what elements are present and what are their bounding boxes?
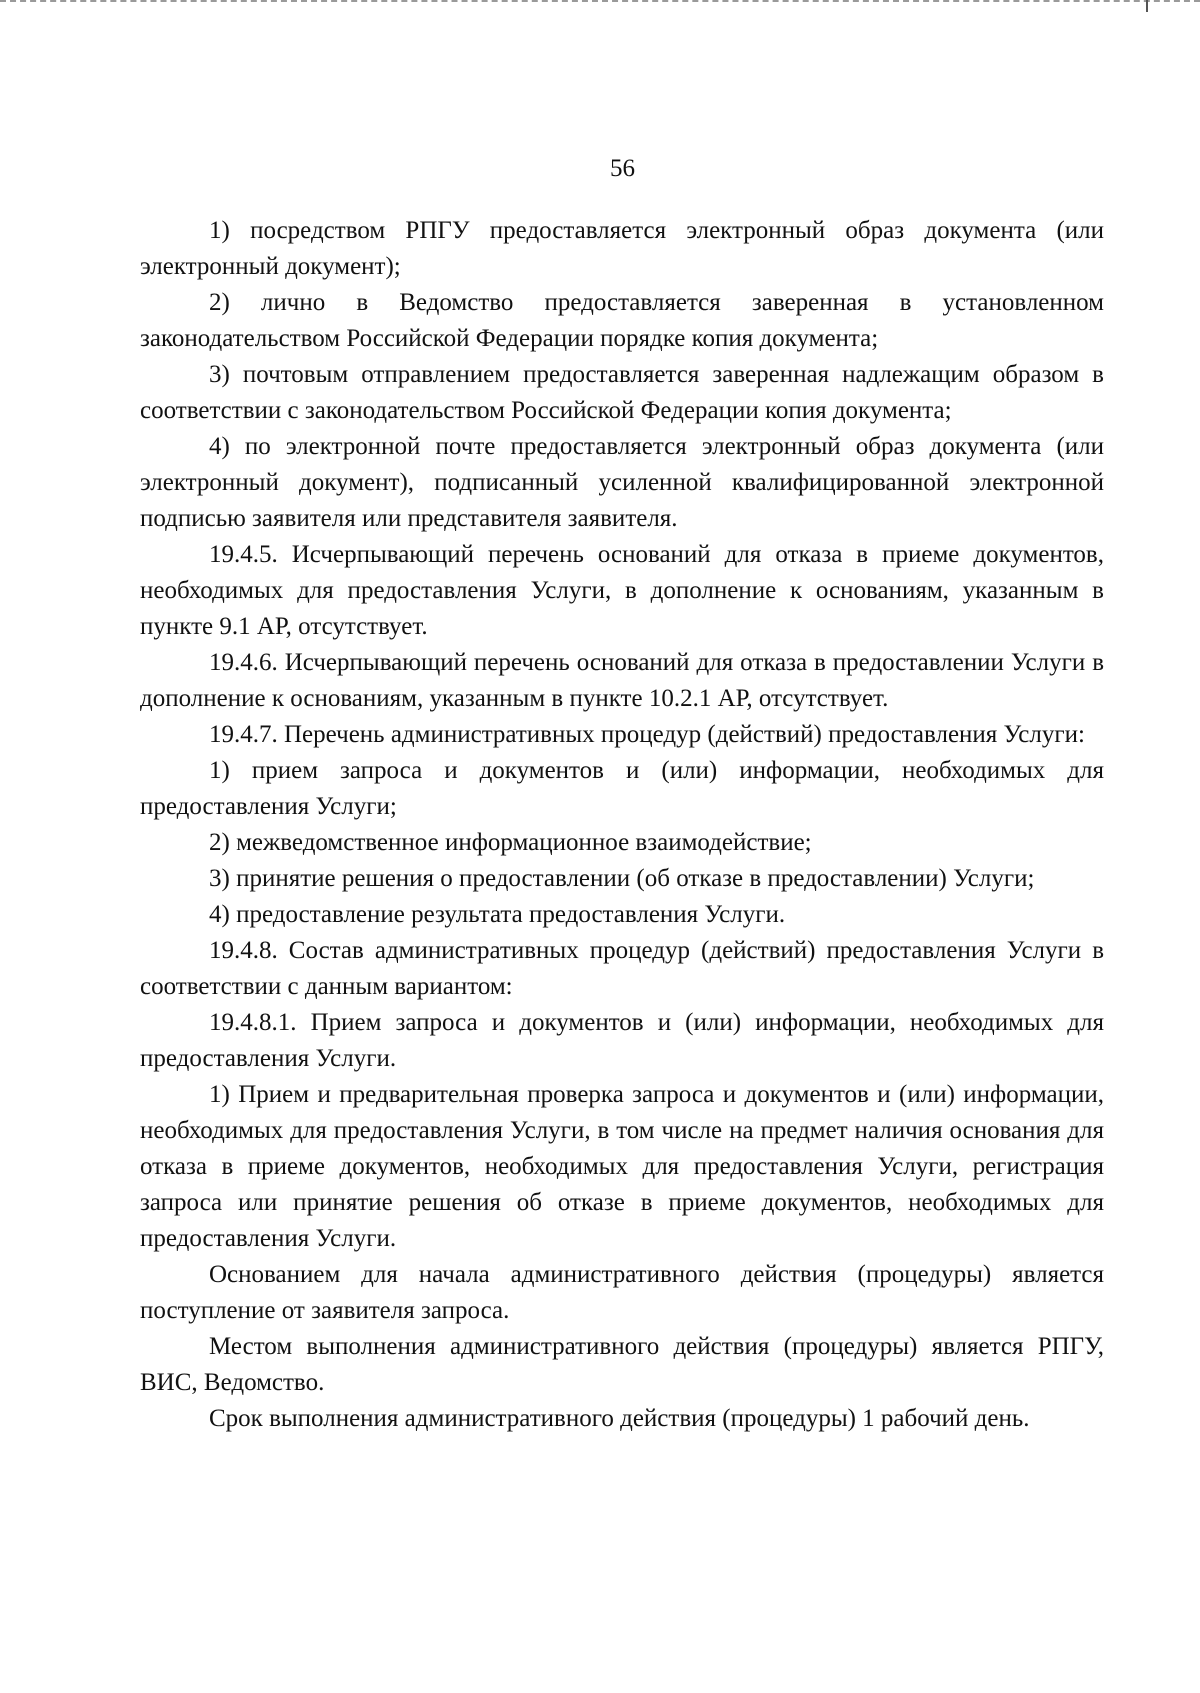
paragraph-reception-check: 1) Прием и предварительная проверка запроса и документов и (или) информации, необходимых для предоставления Услуги, в том числе на предмет наличия основания для отказа в приеме документов, необходимых для предоставления Услуги, регистрация запроса или принятие решения об отказе в приеме документов, необходимых для предоставления Услуги. <box>140 1081 1104 1252</box>
paragraph-term: Срок выполнения административного действия (процедуры) 1 рабочий день. <box>209 1405 1030 1432</box>
scan-corner-mark <box>1146 0 1148 12</box>
scan-top-edge <box>0 0 1200 6</box>
paragraph-basis: Основанием для начала административного действия (процедуры) является поступление от заявителя запроса. <box>140 1261 1104 1324</box>
paragraph-place: Местом выполнения административного действия (процедуры) является РПГУ, ВИС, Ведомство. <box>140 1333 1104 1396</box>
procedure-list-item-4: 4) предоставление результата предоставления Услуги. <box>209 901 786 928</box>
page-number: 56 <box>610 155 635 182</box>
paragraph-19-4-5: 19.4.5. Исчерпывающий перечень оснований для отказа в приеме документов, необходимых для предоставления Услуги, в дополнение к основаниям, указанным в пункте 9.1 АР, отсутствует. <box>140 541 1104 640</box>
procedure-list-item-1: 1) прием запроса и документов и (или) информации, необходимых для предоставления Услуги; <box>140 757 1104 820</box>
paragraph-19-4-6: 19.4.6. Исчерпывающий перечень оснований для отказа в предоставлении Услуги в дополнение к основаниям, указанным в пункте 10.2.1 АР, отсутствует. <box>140 649 1104 712</box>
paragraph-item-1: 1) посредством РПГУ предоставляется электронный образ документа (или электронный документ); <box>140 217 1104 280</box>
paragraph-item-2: 2) лично в Ведомство предоставляется заверенная в установленном законодательством Российской Федерации порядке копия документа; <box>140 289 1104 352</box>
procedure-list-item-2: 2) межведомственное информационное взаимодействие; <box>209 829 812 856</box>
paragraph-19-4-7: 19.4.7. Перечень административных процедур (действий) предоставления Услуги: <box>209 721 1085 748</box>
paragraph-19-4-8-1: 19.4.8.1. Прием запроса и документов и (или) информации, необходимых для предоставления Услуги. <box>140 1009 1104 1072</box>
paragraph-19-4-8: 19.4.8. Состав административных процедур (действий) предоставления Услуги в соответствии с данным вариантом: <box>140 937 1104 1000</box>
paragraph-item-4: 4) по электронной почте предоставляется электронный образ документа (или электронный документ), подписанный усиленной квалифицированной электронной подписью заявителя или представителя заявителя. <box>140 433 1104 532</box>
document-body <box>140 213 1104 1437</box>
procedure-list-item-3: 3) принятие решения о предоставлении (об отказе в предоставлении) Услуги; <box>209 865 1035 892</box>
paragraph-item-3: 3) почтовым отправлением предоставляется заверенная надлежащим образом в соответствии с законодательством Российской Федерации копия документа; <box>140 361 1104 424</box>
